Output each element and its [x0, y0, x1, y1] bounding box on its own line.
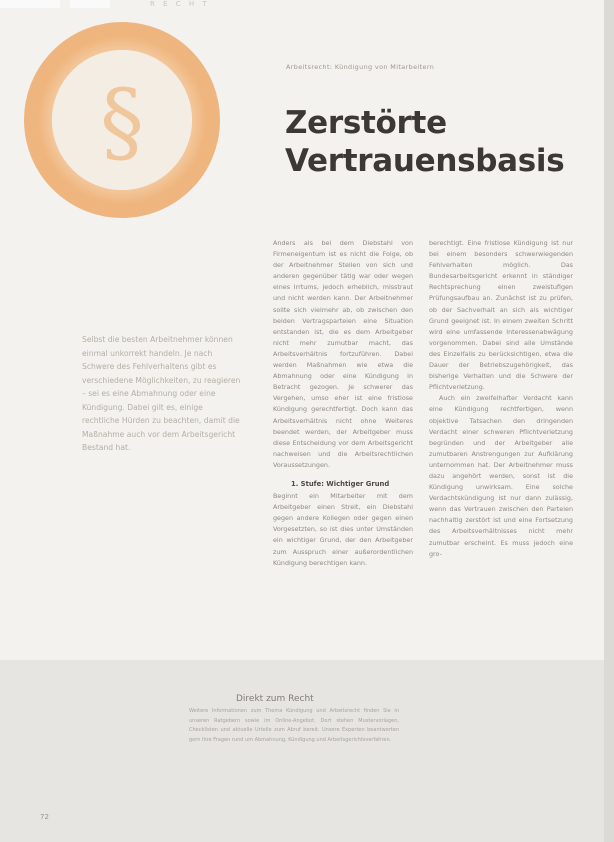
info-box-title: Direkt zum Recht — [236, 694, 314, 704]
scan-edge — [604, 0, 614, 842]
headline-line-2: Vertrauensbasis — [285, 143, 565, 179]
info-box-text: Weitere Informationen zum Thema Kündigung und Arbeitsrecht finden Sie in unseren Ratgebern sowie im Online-Angebot. Dort stehen Mustervorlagen, Checklisten und aktuelle Urteile zum Abruf bereit. Unsere Experten beantworten gern Ihre Fragen rund um Abmahnung, Kündigung und Arbeitsgerichtsverfahren. — [189, 708, 399, 743]
lead-paragraph: Selbst die besten Arbeitnehmer können einmal unkorrekt handeln. Je nach Schwere des Fehlverhaltens gibt es verschiedene Möglichkeiten, zu reagieren – sei es eine Abmahnung oder eine Kündigung. Dabei gilt es, einige rechtliche Hürden zu beachten, damit die Maßnahme auch vor dem Arbeitsgericht Bestand hat. — [82, 335, 241, 452]
page-number: 72 — [40, 813, 49, 821]
body-column-middle — [273, 238, 413, 569]
body-paragraph: Beginnt ein Mitarbeiter mit dem Arbeitgeber einen Streit, ein Diebstahl gegen andere Kollegen oder gegen einen Vorgesetzten, so ist dies unter Umständen ein wichtiger Grund, der den Arbeitgeber zum Ausspruch einer außerordentlichen Kündigung berechtigen kann. — [273, 492, 413, 567]
running-title: R E C H T — [150, 0, 210, 8]
body-paragraph: Auch ein zweifelhafter Verdacht kann eine Kündigung rechtfertigen, wenn objektive Tatsachen den dringenden Verdacht einer schweren Pflichtverletzung begründen und der Arbeitgeber alle zumutbaren Anstrengungen zur Aufklärung unternommen hat. Der Arbeitnehmer muss dazu angehört werden, sonst ist die Kündigung unwirksam. Eine solche Verdachtskündigung ist nur dann zulässig, wenn das Vertrauen zwischen den Parteien nachhaltig zerstört ist und eine Fortsetzung des Arbeitsverhältnisses nicht mehr zumutbar erscheint. Es muss jedoch eine gro- — [429, 394, 573, 558]
body-column-right — [429, 238, 573, 560]
headline-line-1: Zerstörte — [285, 105, 447, 141]
body-paragraph: berechtigt. Eine fristlose Kündigung ist nur bei einem besonders schwerwiegenden Fehlverhalten möglich. Das Bundesarbeitsgericht erkennt in ständiger Rechtsprechung einen zweistufigen Prüfungsaufbau an. Zunächst ist zu prüfen, ob der Sachverhalt an sich als wichtiger Grund geeignet ist. In einem zweiten Schritt wird eine umfassende Interessenabwägung vorgenommen. Dabei sind alle Umstände des Einzelfalls zu berücksichtigen, etwa die Dauer der Betriebszugehörigkeit, das bisherige Verhalten und die Schwere der Pflichtverletzung. — [429, 239, 573, 392]
page-title — [285, 104, 564, 180]
body-paragraph: Anders als bei dem Diebstahl von Firmeneigentum ist es nicht die Folge, ob der Arbeitnehmer Stellen von sich und anderen gegenüber tätig war oder wegen eines Irrtums, jedoch erheblich, misstraut und nicht werden kann. Der Arbeitnehmer sollte sich vielmehr ab, ob zwischen den beiden Vertragsparteien eine Situation entstanden ist, die es dem Arbeitgeber nicht mehr zumutbar macht, das Arbeitsverhältnis fortzuführen. Dabei werden Maßnahmen wie etwa die Abmahnung oder eine Kündigung in Betracht gezogen. Je schwerer das Vergehen, umso eher ist eine fristlose Kündigung gerechtfertigt. Doch kann das Arbeitsverhältnis nicht ohne Weiteres beendet werden, der Arbeitgeber muss diese Entscheidung vor dem Arbeitsgericht nachweisen und die Arbeitsrechtlichen Voraussetzungen. — [273, 239, 413, 469]
svg-text:§: § — [100, 70, 144, 173]
info-box — [0, 660, 604, 842]
paragraph-icon — [20, 18, 225, 223]
kicker: Arbeitsrecht: Kündigung von Mitarbeitern — [286, 63, 435, 71]
section-heading: 1. Stufe: Wichtiger Grund — [291, 479, 390, 488]
